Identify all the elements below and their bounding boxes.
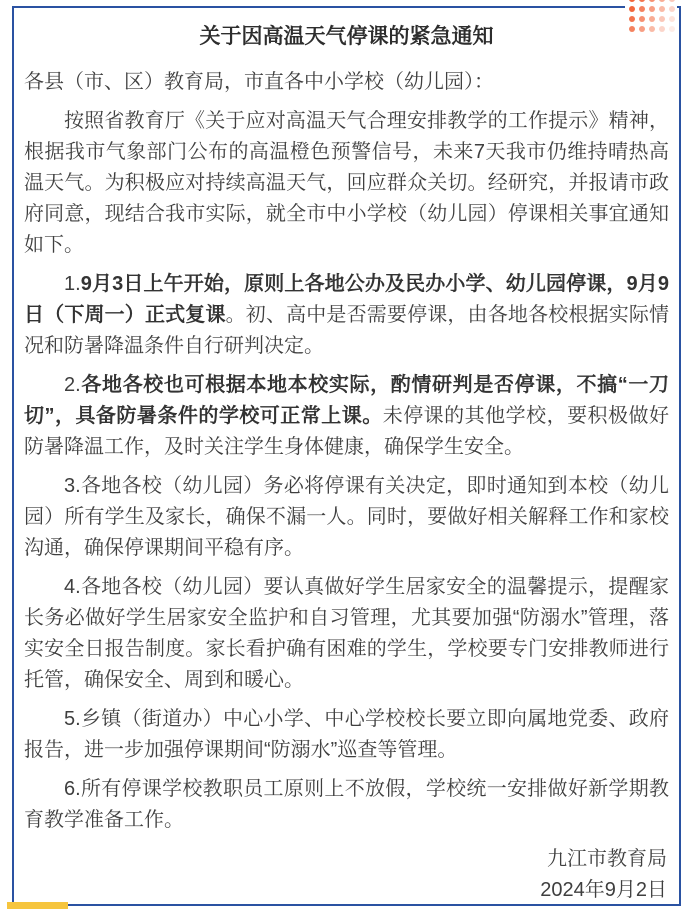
paragraph: 1.9月3日上午开始，原则上各地公办及民办小学、幼儿园停课，9月9日（下周一）正式复课。初、高中是否需要停课，由各地各校根据实际情况和防暑降温条件自行研判决定。 [24,273,670,357]
signature-date: 2024年9月2日 [540,879,667,901]
dots-decoration-icon [625,0,677,36]
paragraph: 4.各地各校（幼儿园）要认真做好学生居家安全的温馨提示，提醒家长务必做好学生居家安全监护和自习管理，尤其要加强“防溺水”管理，落实安全日报告制度。家长看护确有困难的学生，学校要专门安排教师进行托管，确保安全、周到和暖心。 [24,576,669,691]
notice-body [24,106,669,836]
corner-bar-decoration [7,902,68,909]
paragraph: 按照省教育厅《关于应对高温天气合理安排教学的工作提示》精神，根据我市气象部门公布的高温橙色预警信号，未来7天我市仍维持晴热高温天气。为积极应对持续高温天气，回应群众关切。经研究，并报请市政府同意，现结合我市实际，就全市中小学校（幼儿园）停课相关事宜通知如下。 [24,110,669,256]
paragraph: 2.各地各校也可根据本地本校实际，酌情研判是否停课，不搞“一刀切”，具备防暑条件的学校可正常上课。未停课的其他学校，要积极做好防暑降温工作，及时关注学生身体健康，确保学生安全。 [24,374,670,458]
paragraph: 5.乡镇（街道办）中心小学、中心学校校长要立即向属地党委、政府报告，进一步加强停课期间“防溺水”巡查等管理。 [24,708,669,761]
paragraph: 3.各地各校（幼儿园）务必将停课有关决定，即时通知到本校（幼儿园）所有学生及家长，确保不漏一人。同时，要做好相关解释工作和家校沟通，确保停课期间平稳有序。 [24,475,669,559]
signature-issuer: 九江市教育局 [547,848,667,870]
notice-salutation: 各县（市、区）教育局，市直各中小学校（幼儿园）： [24,71,494,93]
paragraph: 6.所有停课学校教职员工原则上不放假，学校统一安排做好新学期教育教学准备工作。 [24,778,669,831]
notice-title: 关于因高温天气停课的紧急通知 [199,25,494,48]
signature-block [24,844,669,906]
notice-content [24,22,669,906]
